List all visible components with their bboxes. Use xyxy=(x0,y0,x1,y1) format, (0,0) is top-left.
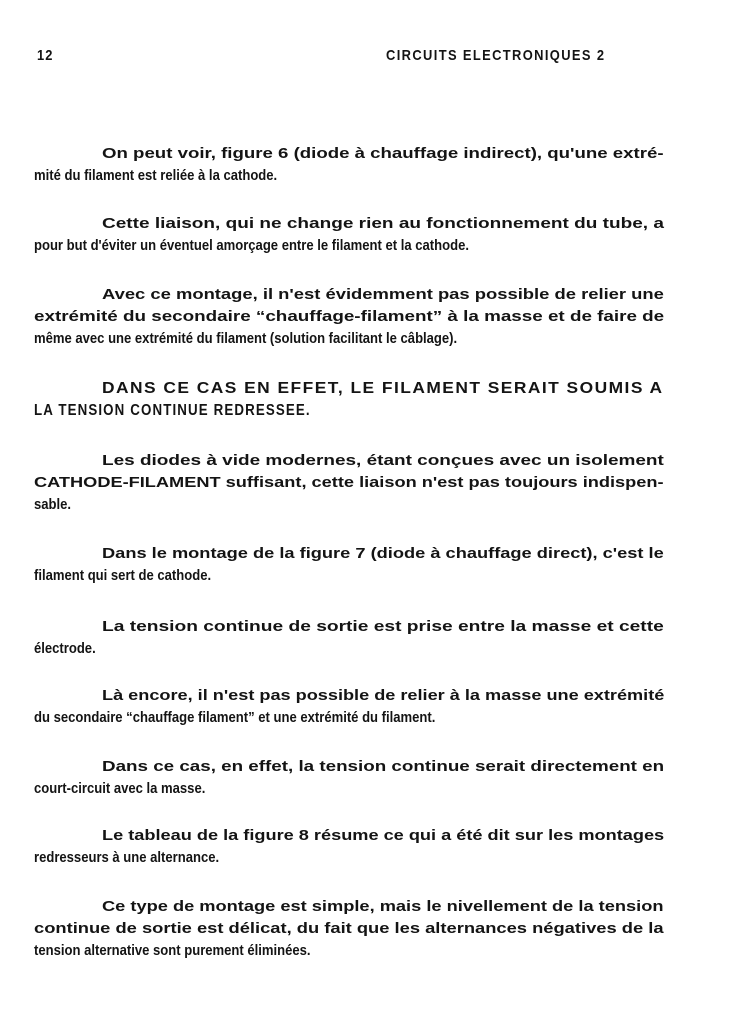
text-line: La tension continue de sortie est prise entre la masse et cette xyxy=(102,618,664,635)
text-line: Cette liaison, qui ne change rien au fonctionnement du tube, a xyxy=(102,215,664,232)
text-line: redresseurs à une alternance. xyxy=(34,849,220,866)
text-line: continue de sortie est délicat, du fait que les alternances négatives de la xyxy=(34,920,664,937)
text-line: Là encore, il n'est pas possible de relier à la masse une extrémité xyxy=(102,687,665,704)
text-line: sable. xyxy=(34,496,72,513)
text-line: du secondaire “chauffage filament” et une extrémité du filament. xyxy=(34,709,436,726)
text-line: Ce type de montage est simple, mais le nivellement de la tension xyxy=(102,898,664,915)
text-line: court-circuit avec la masse. xyxy=(34,780,206,797)
text-line: On peut voir, figure 6 (diode à chauffage indirect), qu'une extré- xyxy=(102,145,664,162)
text-line: CATHODE-FILAMENT suffisant, cette liaison n'est pas toujours indispen- xyxy=(34,474,664,491)
page-number: 12 xyxy=(37,47,54,64)
text-line: mité du filament est reliée à la cathode. xyxy=(34,167,278,184)
text-line: extrémité du secondaire “chauffage-filament” à la masse et de faire de xyxy=(34,308,665,325)
text-line: Dans le montage de la figure 7 (diode à chauffage direct), c'est le xyxy=(102,545,664,562)
text-line: électrode. xyxy=(34,640,96,657)
text-line: Le tableau de la figure 8 résume ce qui a été dit sur les montages xyxy=(102,827,665,844)
running-title: CIRCUITS ELECTRONIQUES 2 xyxy=(386,47,606,64)
text-line: pour but d'éviter un éventuel amorçage entre le filament et la cathode. xyxy=(34,237,469,254)
text-line: LA TENSION CONTINUE REDRESSEE. xyxy=(34,402,311,419)
text-line: Les diodes à vide modernes, étant conçues avec un isolement xyxy=(102,452,664,469)
text-line: Dans ce cas, en effet, la tension continue serait directement en xyxy=(102,758,665,775)
text-line: tension alternative sont purement éliminées. xyxy=(34,942,311,959)
text-line: Avec ce montage, il n'est évidemment pas possible de relier une xyxy=(102,286,664,303)
text-line: même avec une extrémité du filament (solution facilitant le câblage). xyxy=(34,330,458,347)
text-line: filament qui sert de cathode. xyxy=(34,567,212,584)
text-line: DANS CE CAS EN EFFET, LE FILAMENT SERAIT SOUMIS A xyxy=(102,380,664,397)
